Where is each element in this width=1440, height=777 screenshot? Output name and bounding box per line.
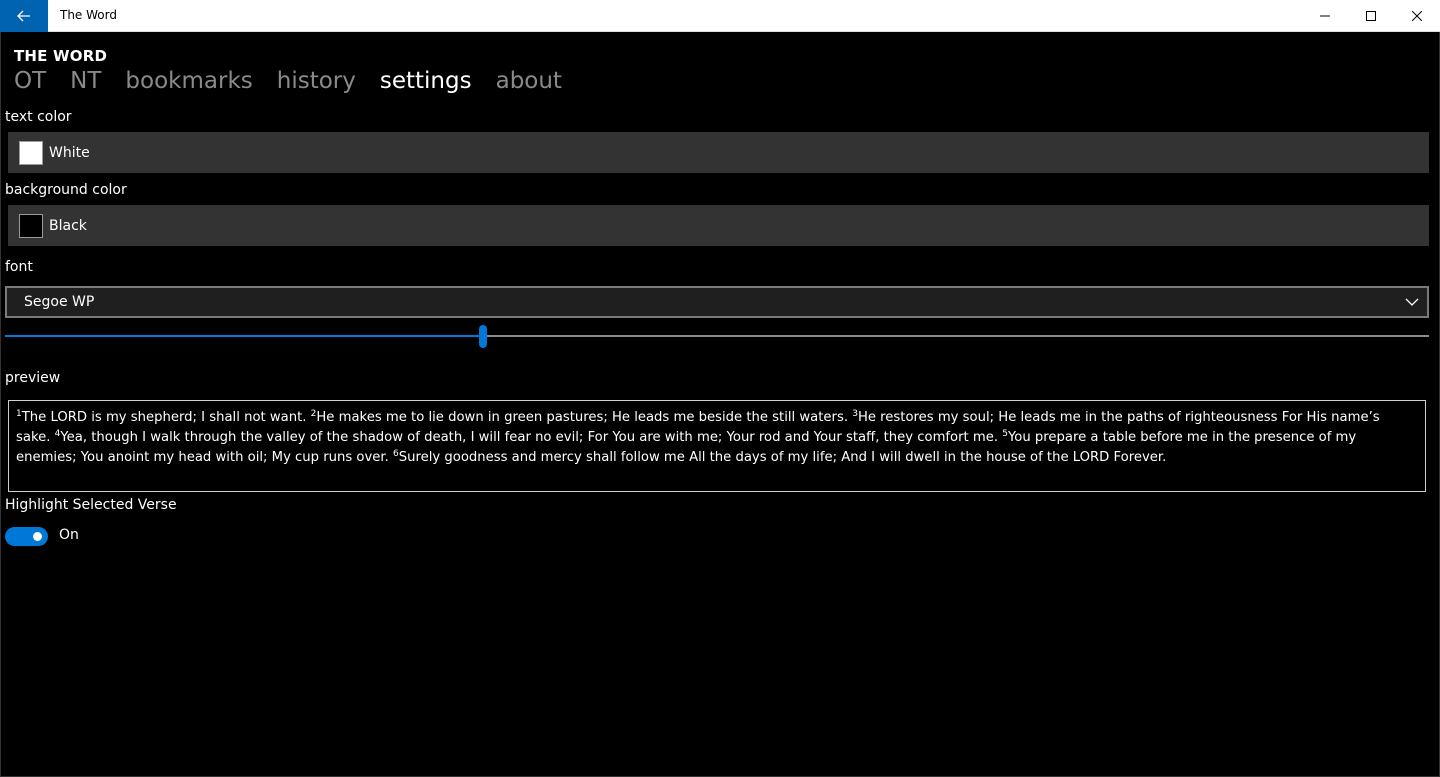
minimize-icon	[1320, 11, 1330, 21]
verse-4	[55, 430, 1003, 445]
verse-number: 5	[1002, 429, 1008, 439]
text-color-label: text color	[5, 109, 72, 125]
verse-number: 2	[310, 409, 317, 419]
highlight-toggle-state: On	[59, 527, 79, 543]
verse-text: He restores my soul; He leads me in the paths of righteousness For His name’s sake.	[16, 410, 1380, 445]
maximize-button[interactable]	[1348, 0, 1394, 32]
back-button[interactable]	[0, 0, 48, 32]
minimize-button[interactable]	[1302, 0, 1348, 32]
highlight-label: Highlight Selected Verse	[5, 497, 177, 513]
background-color-swatch	[19, 214, 43, 238]
maximize-icon	[1366, 11, 1376, 21]
font-dropdown-value: Segoe WP	[24, 294, 95, 310]
verse-6	[393, 450, 1166, 465]
background-color-label: background color	[5, 182, 127, 198]
close-button[interactable]	[1394, 0, 1440, 32]
preview-text-box	[8, 400, 1426, 492]
verse-number: 6	[393, 449, 399, 459]
font-dropdown[interactable]	[5, 286, 1429, 318]
verse-2	[311, 410, 853, 425]
verse-text: He makes me to lie down in green pastures; He leads me beside the still waters.	[316, 410, 853, 425]
preview-label: preview	[5, 370, 61, 386]
background-color-picker[interactable]	[8, 205, 1429, 246]
font-size-slider[interactable]	[5, 324, 1429, 348]
tab-ot[interactable]: OT	[14, 68, 47, 94]
verse-text: The LORD is my shepherd; I shall not want.	[21, 410, 311, 425]
pivot-tabs	[14, 68, 586, 94]
verse-1	[16, 410, 311, 425]
title-bar	[0, 0, 1440, 32]
toggle-knob	[33, 532, 42, 541]
text-color-picker[interactable]	[8, 132, 1429, 173]
slider-fill	[5, 335, 479, 337]
verse-number: 1	[16, 409, 22, 419]
text-color-value: White	[49, 144, 90, 161]
close-icon	[1412, 11, 1422, 21]
slider-thumb[interactable]	[479, 325, 487, 348]
verse-text: You prepare a table before me in the presence of my enemies; You anoint my head with oil; My cup runs over.	[16, 430, 1357, 465]
app-title: THE WORD	[14, 47, 108, 65]
background-color-value: Black	[49, 217, 87, 234]
tab-nt[interactable]: NT	[70, 68, 102, 94]
app-frame	[0, 32, 1440, 777]
tab-settings[interactable]: settings	[379, 68, 472, 94]
verse-number: 4	[54, 429, 61, 439]
verse-text: Yea, though I walk through the valley of the shadow of death, I will fear no evil; For You are with me; Your rod and Your staff, they comfort me.	[60, 430, 1003, 445]
chevron-down-icon	[1405, 295, 1419, 309]
arrow-left-icon	[17, 10, 31, 22]
text-color-swatch	[19, 141, 43, 165]
verse-number: 3	[852, 409, 858, 419]
tab-bookmarks[interactable]: bookmarks	[125, 68, 253, 94]
verse-text: Surely goodness and mercy shall follow me All the days of my life; And I will dwell in the house of the LORD Forever.	[398, 450, 1167, 465]
highlight-toggle[interactable]	[5, 527, 48, 546]
tab-history[interactable]: history	[276, 68, 356, 94]
window-title: The Word	[60, 8, 117, 22]
tab-about[interactable]: about	[495, 68, 562, 94]
font-label: font	[5, 259, 33, 275]
